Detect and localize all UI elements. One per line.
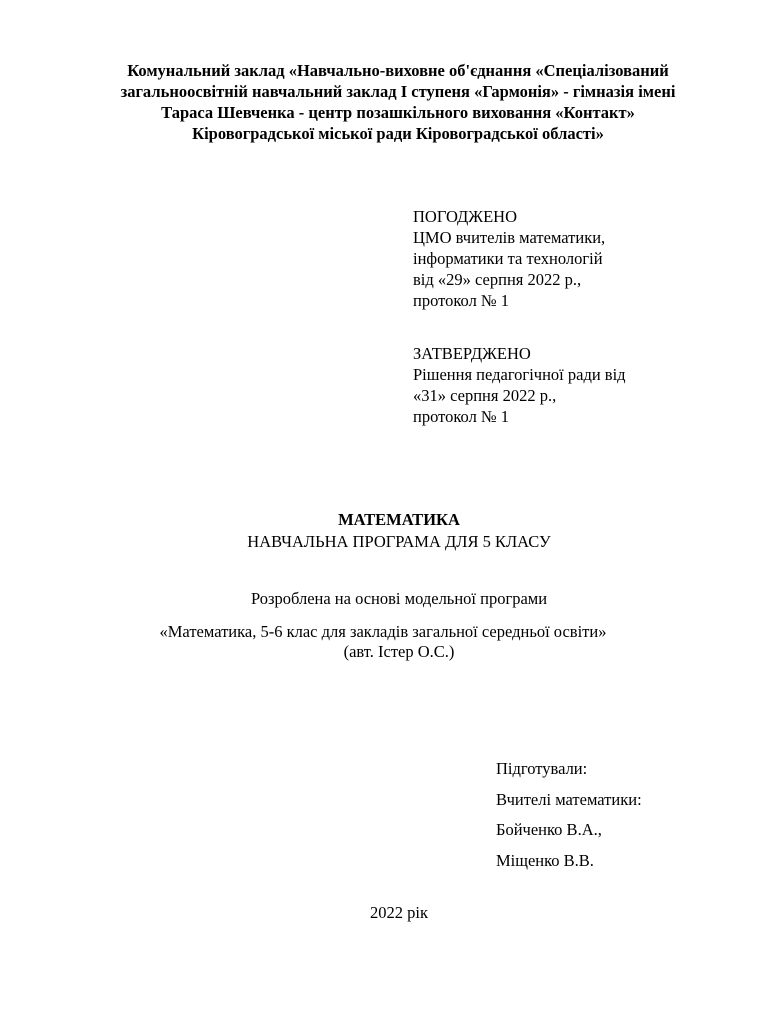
institution-header-line: загальноосвітній навчальний заклад І ступеня «Гармонія» - гімназія імені: [120, 82, 676, 101]
agreed-line: ЦМО вчителів математики,: [413, 228, 606, 247]
institution-header-line: Кіровоградської міської ради Кіровоградської області»: [192, 124, 604, 143]
approved-heading: ЗАТВЕРДЖЕНО: [413, 344, 531, 363]
model-program-name: «Математика, 5-6 клас для закладів загальної середньої освіти»: [159, 622, 607, 641]
agreed-heading: ПОГОДЖЕНО: [413, 207, 518, 226]
prepared-role: Вчителі математики:: [496, 790, 642, 809]
model-program-author: (авт. Істер О.С.): [343, 642, 455, 661]
agreed-block: [413, 206, 605, 311]
approved-date: «31» серпня 2022 р.,: [413, 386, 557, 405]
document-subtitle: НАВЧАЛЬНА ПРОГРАМА ДЛЯ 5 КЛАСУ: [247, 532, 551, 551]
institution-header-line: Комунальний заклад «Навчально-виховне об'єднання «Спеціалізований: [127, 61, 669, 80]
approved-line: Рішення педагогічної ради від: [413, 365, 626, 384]
prepared-author: Міщенко В.В.: [496, 851, 594, 870]
agreed-date: від «29» серпня 2022 р.,: [413, 270, 582, 289]
agreed-line: інформатики та технологій: [413, 249, 603, 268]
institution-header: [60, 60, 736, 144]
document-title: МАТЕМАТИКА: [338, 510, 460, 529]
approved-protocol: протокол № 1: [413, 407, 510, 426]
basis-line: Розроблена на основі модельної програми: [250, 589, 548, 608]
prepared-label: Підготували:: [496, 759, 588, 778]
agreed-protocol: протокол № 1: [413, 291, 510, 310]
approved-block: [413, 343, 626, 427]
document-year: 2022 рік: [370, 903, 428, 922]
institution-header-line: Тараса Шевченка - центр позашкільного виховання «Контакт»: [161, 103, 635, 122]
prepared-author: Бойченко В.А.,: [496, 820, 602, 839]
